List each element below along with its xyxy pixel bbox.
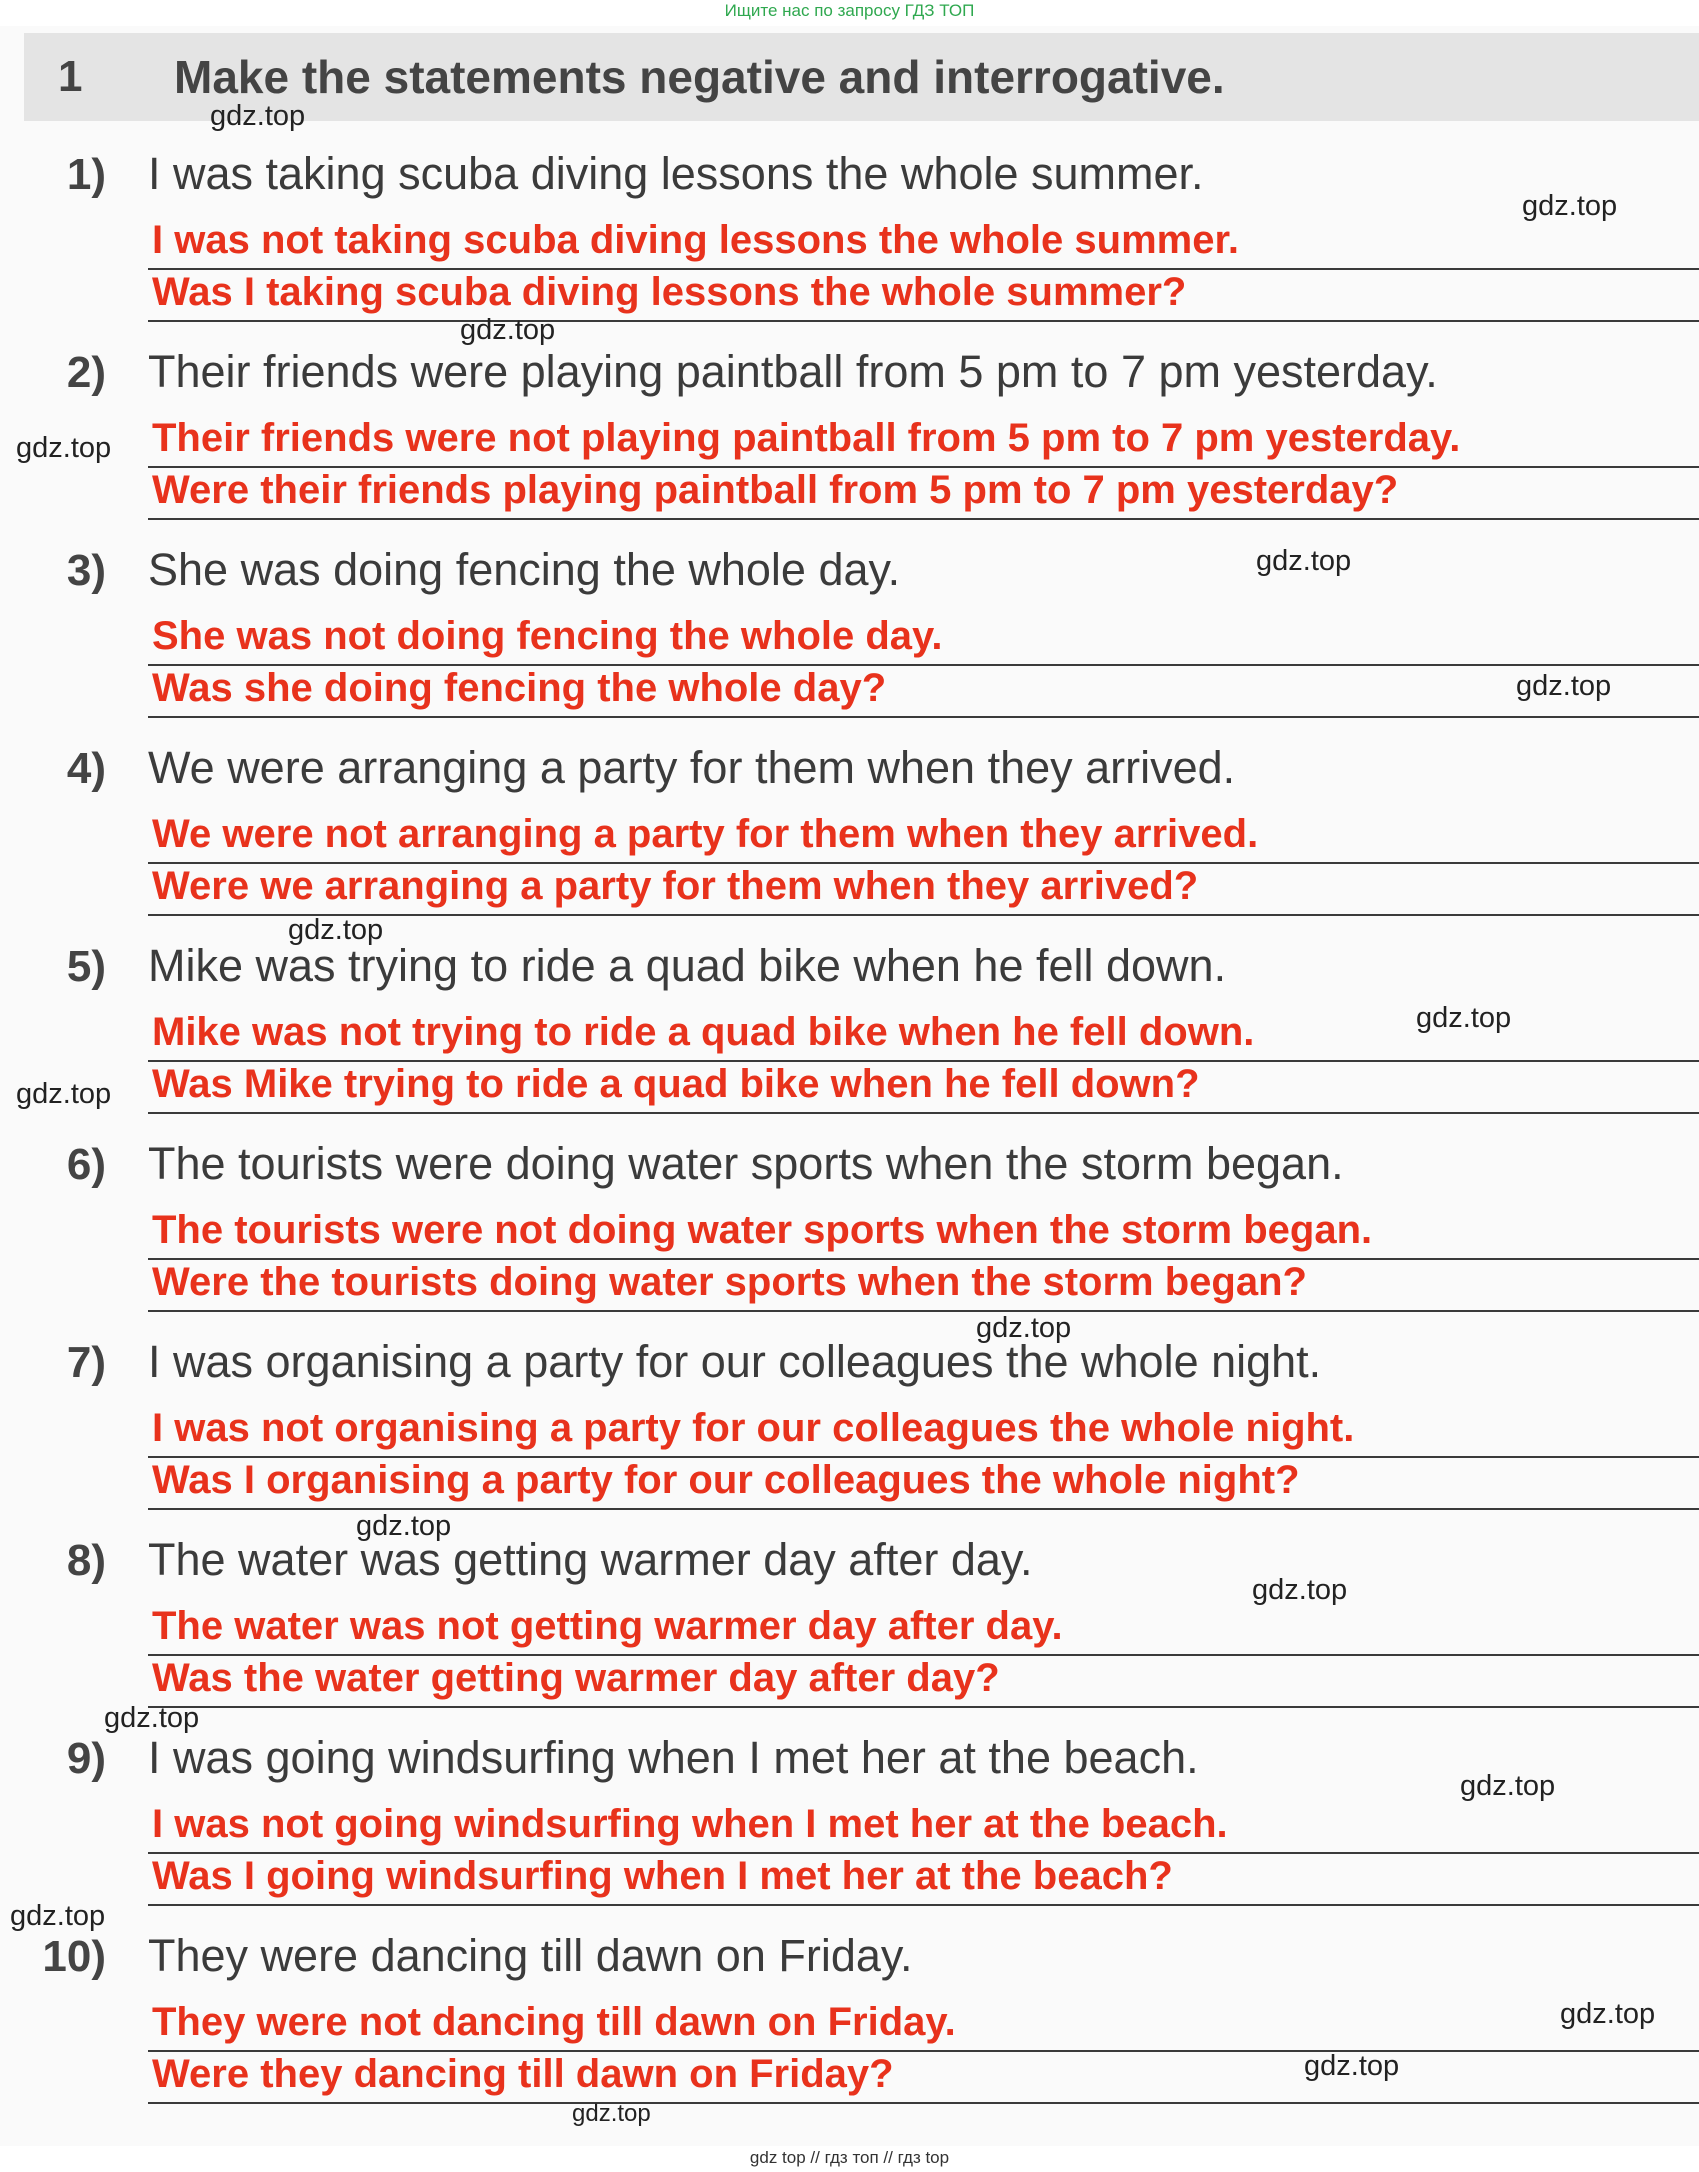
watermark: gdz.top (1252, 1574, 1348, 1606)
answer-line (148, 716, 1699, 718)
watermark: gdz.top (10, 1900, 106, 1932)
item-statement: I was going windsurfing when I met her at the beach. (148, 1732, 1199, 1783)
exercise-item (0, 1328, 1699, 1526)
watermark: gdz.top (210, 100, 306, 132)
exercise-item (0, 1130, 1699, 1328)
item-statement: She was doing fencing the whole day. (148, 544, 901, 595)
item-statement: We were arranging a party for them when they arrived. (148, 742, 1236, 793)
question-answer: Was Mike trying to ride a quad bike when he fell down? (152, 1062, 1200, 1106)
negative-answer: The water was not getting warmer day after day. (152, 1604, 1063, 1648)
question-answer: Were they dancing till dawn on Friday? (152, 2052, 894, 2096)
watermark: gdz.top (104, 1702, 200, 1734)
watermark: gdz.top (1560, 1998, 1656, 2030)
answer-line (148, 2102, 1699, 2104)
item-number: 9) (66, 1734, 106, 1783)
question-answer: Was the water getting warmer day after day? (152, 1656, 1000, 1700)
bottom-banner: gdz top // гдз топ // гдз top (749, 2148, 950, 2167)
question-answer: Was I going windsurfing when I met her at the beach? (152, 1854, 1173, 1898)
watermark: gdz.top (16, 1078, 112, 1110)
watermark: gdz.top (16, 432, 112, 464)
item-number: 7) (66, 1338, 106, 1387)
item-number: 4) (66, 744, 106, 793)
watermark: gdz.top (976, 1312, 1072, 1344)
exercise-item (0, 1724, 1699, 1922)
item-number: 1) (66, 150, 106, 199)
answer-line (148, 320, 1699, 322)
negative-answer: I was not going windsurfing when I met her at the beach. (152, 1802, 1228, 1846)
item-statement: They were dancing till dawn on Friday. (148, 1930, 913, 1981)
item-statement: Their friends were playing paintball from 5 pm to 7 pm yesterday. (148, 346, 1438, 397)
watermark: gdz.top (1522, 190, 1618, 222)
item-statement: I was organising a party for our colleagues the whole night. (148, 1336, 1322, 1387)
item-number: 8) (66, 1536, 106, 1585)
exercise-item (0, 140, 1699, 338)
negative-answer: The tourists were not doing water sports when the storm began. (152, 1208, 1373, 1252)
item-statement: The water was getting warmer day after day. (148, 1534, 1033, 1585)
watermark: gdz.top (1516, 670, 1612, 702)
negative-answer: I was not organising a party for our colleagues the whole night. (152, 1406, 1355, 1450)
answer-line (148, 1112, 1699, 1114)
watermark: gdz.top (1460, 1770, 1556, 1802)
question-answer: Was I organising a party for our colleagues the whole night? (152, 1458, 1300, 1502)
exercise-title: Make the statements negative and interrogative. (174, 51, 1225, 103)
exercise-item (0, 338, 1699, 536)
negative-answer: They were not dancing till dawn on Friday. (152, 2000, 956, 2044)
item-number: 3) (66, 546, 106, 595)
exercise-item (0, 1526, 1699, 1724)
item-number: 6) (66, 1140, 106, 1189)
exercise-item (0, 734, 1699, 932)
watermark: gdz.top (1256, 545, 1352, 577)
item-number: 2) (66, 348, 106, 397)
question-answer: Was I taking scuba diving lessons the whole summer? (152, 270, 1187, 314)
negative-answer: Mike was not trying to ride a quad bike when he fell down. (152, 1010, 1255, 1054)
negative-answer: I was not taking scuba diving lessons the whole summer. (152, 218, 1239, 262)
watermark: gdz.top (1304, 2050, 1400, 2082)
question-answer: Was she doing fencing the whole day? (152, 666, 887, 710)
exercise-item (0, 536, 1699, 734)
watermark: gdz.top (288, 914, 384, 946)
watermark: gdz.top (356, 1510, 452, 1542)
answer-line (148, 518, 1699, 520)
negative-answer: Their friends were not playing paintball from 5 pm to 7 pm yesterday. (152, 416, 1461, 460)
answer-line (148, 1904, 1699, 1906)
question-answer: Were their friends playing paintball from 5 pm to 7 pm yesterday? (152, 468, 1399, 512)
answer-line (148, 1310, 1699, 1312)
item-statement: Mike was trying to ride a quad bike when he fell down. (148, 940, 1227, 991)
top-banner: Ищите нас по запросу ГДЗ ТОП (724, 1, 975, 20)
answer-line (148, 1706, 1699, 1708)
negative-answer: She was not doing fencing the whole day. (152, 614, 943, 658)
exercise-number: 1 (58, 52, 83, 101)
item-statement: The tourists were doing water sports when the storm began. (148, 1138, 1344, 1189)
exercise-items (0, 140, 1699, 2120)
watermark: gdz.top (460, 314, 556, 346)
question-answer: Were we arranging a party for them when they arrived? (152, 864, 1199, 908)
negative-answer: We were not arranging a party for them when they arrived. (152, 812, 1259, 856)
item-statement: I was taking scuba diving lessons the whole summer. (148, 148, 1204, 199)
question-answer: Were the tourists doing water sports when the storm began? (152, 1260, 1307, 1304)
item-number: 5) (66, 942, 106, 991)
item-number: 10) (42, 1932, 106, 1981)
watermark: gdz.top (1416, 1002, 1512, 1034)
exercise-item (0, 1922, 1699, 2120)
watermark: gdz.top (572, 2100, 651, 2127)
